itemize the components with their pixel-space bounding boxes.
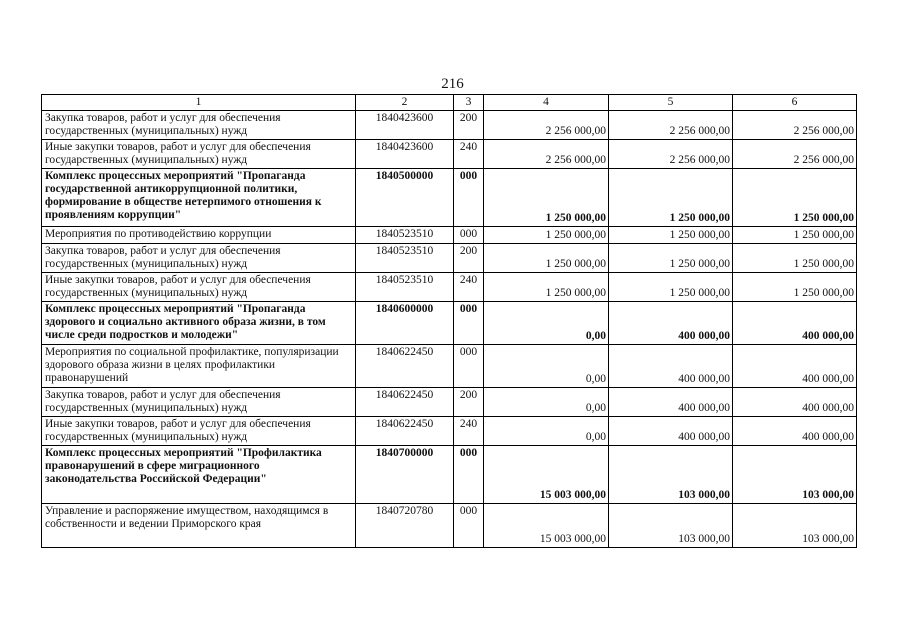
amount-year-1: 0,00 bbox=[484, 417, 609, 446]
column-header: 4 bbox=[484, 95, 609, 111]
amount-year-3: 103 000,00 bbox=[733, 446, 857, 504]
target-code: 1840523510 bbox=[356, 227, 454, 244]
column-header: 1 bbox=[42, 95, 356, 111]
expense-type: 000 bbox=[454, 504, 484, 548]
amount-year-3: 1 250 000,00 bbox=[733, 227, 857, 244]
amount-year-2: 1 250 000,00 bbox=[609, 273, 733, 302]
amount-year-1: 0,00 bbox=[484, 345, 609, 388]
target-code: 1840423600 bbox=[356, 111, 454, 140]
expense-type: 240 bbox=[454, 273, 484, 302]
row-name: Закупка товаров, работ и услуг для обеспечения государственных (муниципальных) нужд bbox=[42, 111, 356, 140]
amount-year-2: 1 250 000,00 bbox=[609, 244, 733, 273]
row-name: Иные закупки товаров, работ и услуг для обеспечения государственных (муниципальных) нужд bbox=[42, 140, 356, 169]
target-code: 1840720780 bbox=[356, 504, 454, 548]
target-code: 1840600000 bbox=[356, 302, 454, 345]
amount-year-3: 2 256 000,00 bbox=[733, 111, 857, 140]
amount-year-2: 400 000,00 bbox=[609, 417, 733, 446]
expense-type: 000 bbox=[454, 446, 484, 504]
row-name: Комплекс процессных мероприятий "Профилактика правонарушений в сфере миграционного законодательства Российской Федерации" bbox=[42, 446, 356, 504]
column-number-row bbox=[42, 95, 857, 111]
target-code: 1840622450 bbox=[356, 345, 454, 388]
target-code: 1840622450 bbox=[356, 417, 454, 446]
amount-year-2: 103 000,00 bbox=[609, 504, 733, 548]
target-code: 1840622450 bbox=[356, 388, 454, 417]
target-code: 1840500000 bbox=[356, 169, 454, 227]
expense-type: 200 bbox=[454, 111, 484, 140]
expense-type: 000 bbox=[454, 169, 484, 227]
expense-type: 000 bbox=[454, 302, 484, 345]
row-name: Комплекс процессных мероприятий "Пропаганда здорового и социально активного образа жизни, в том числе среди подростков и молодежи" bbox=[42, 302, 356, 345]
page-number: 216 bbox=[441, 76, 464, 92]
row-name: Иные закупки товаров, работ и услуг для обеспечения государственных (муниципальных) нужд bbox=[42, 273, 356, 302]
row-name: Управление и распоряжение имуществом, находящимся в собственности и ведении Приморского края bbox=[42, 504, 356, 548]
table-row bbox=[42, 388, 857, 417]
expense-type: 240 bbox=[454, 140, 484, 169]
amount-year-3: 400 000,00 bbox=[733, 417, 857, 446]
amount-year-2: 2 256 000,00 bbox=[609, 111, 733, 140]
amount-year-3: 400 000,00 bbox=[733, 345, 857, 388]
amount-year-3: 1 250 000,00 bbox=[733, 169, 857, 227]
table-row bbox=[42, 111, 857, 140]
table-row bbox=[42, 417, 857, 446]
expense-type: 240 bbox=[454, 417, 484, 446]
amount-year-2: 1 250 000,00 bbox=[609, 227, 733, 244]
expense-type: 000 bbox=[454, 345, 484, 388]
amount-year-2: 400 000,00 bbox=[609, 302, 733, 345]
table-row bbox=[42, 273, 857, 302]
expense-type: 000 bbox=[454, 227, 484, 244]
row-name: Комплекс процессных мероприятий "Пропаганда государственной антикоррупционной политики, формирование в обществе нетерпимого отношения к проявлениям коррупции" bbox=[42, 169, 356, 227]
amount-year-1: 0,00 bbox=[484, 388, 609, 417]
amount-year-2: 1 250 000,00 bbox=[609, 169, 733, 227]
amount-year-1: 2 256 000,00 bbox=[484, 140, 609, 169]
expense-type: 200 bbox=[454, 388, 484, 417]
amount-year-1: 15 003 000,00 bbox=[484, 504, 609, 548]
target-code: 1840523510 bbox=[356, 273, 454, 302]
table-row bbox=[42, 227, 857, 244]
row-name: Закупка товаров, работ и услуг для обеспечения государственных (муниципальных) нужд bbox=[42, 388, 356, 417]
amount-year-1: 15 003 000,00 bbox=[484, 446, 609, 504]
amount-year-2: 400 000,00 bbox=[609, 345, 733, 388]
budget-table bbox=[41, 94, 857, 548]
table-row bbox=[42, 446, 857, 504]
amount-year-3: 400 000,00 bbox=[733, 302, 857, 345]
column-header: 6 bbox=[733, 95, 857, 111]
column-header: 2 bbox=[356, 95, 454, 111]
amount-year-3: 400 000,00 bbox=[733, 388, 857, 417]
table-row bbox=[42, 169, 857, 227]
target-code: 1840700000 bbox=[356, 446, 454, 504]
table-row bbox=[42, 244, 857, 273]
amount-year-1: 1 250 000,00 bbox=[484, 244, 609, 273]
amount-year-2: 2 256 000,00 bbox=[609, 140, 733, 169]
amount-year-1: 1 250 000,00 bbox=[484, 227, 609, 244]
expense-type: 200 bbox=[454, 244, 484, 273]
row-name: Иные закупки товаров, работ и услуг для обеспечения государственных (муниципальных) нужд bbox=[42, 417, 356, 446]
target-code: 1840523510 bbox=[356, 244, 454, 273]
amount-year-3: 103 000,00 bbox=[733, 504, 857, 548]
amount-year-3: 1 250 000,00 bbox=[733, 244, 857, 273]
amount-year-2: 400 000,00 bbox=[609, 388, 733, 417]
table-row bbox=[42, 302, 857, 345]
amount-year-1: 1 250 000,00 bbox=[484, 273, 609, 302]
amount-year-3: 2 256 000,00 bbox=[733, 140, 857, 169]
row-name: Закупка товаров, работ и услуг для обеспечения государственных (муниципальных) нужд bbox=[42, 244, 356, 273]
table-row bbox=[42, 345, 857, 388]
amount-year-1: 2 256 000,00 bbox=[484, 111, 609, 140]
table-row bbox=[42, 140, 857, 169]
column-header: 3 bbox=[454, 95, 484, 111]
amount-year-1: 0,00 bbox=[484, 302, 609, 345]
row-name: Мероприятия по противодействию коррупции bbox=[42, 227, 356, 244]
amount-year-3: 1 250 000,00 bbox=[733, 273, 857, 302]
amount-year-1: 1 250 000,00 bbox=[484, 169, 609, 227]
row-name: Мероприятия по социальной профилактике, популяризации здорового образа жизни в целях профилактики правонарушений bbox=[42, 345, 356, 388]
column-header: 5 bbox=[609, 95, 733, 111]
target-code: 1840423600 bbox=[356, 140, 454, 169]
table-row bbox=[42, 504, 857, 548]
amount-year-2: 103 000,00 bbox=[609, 446, 733, 504]
